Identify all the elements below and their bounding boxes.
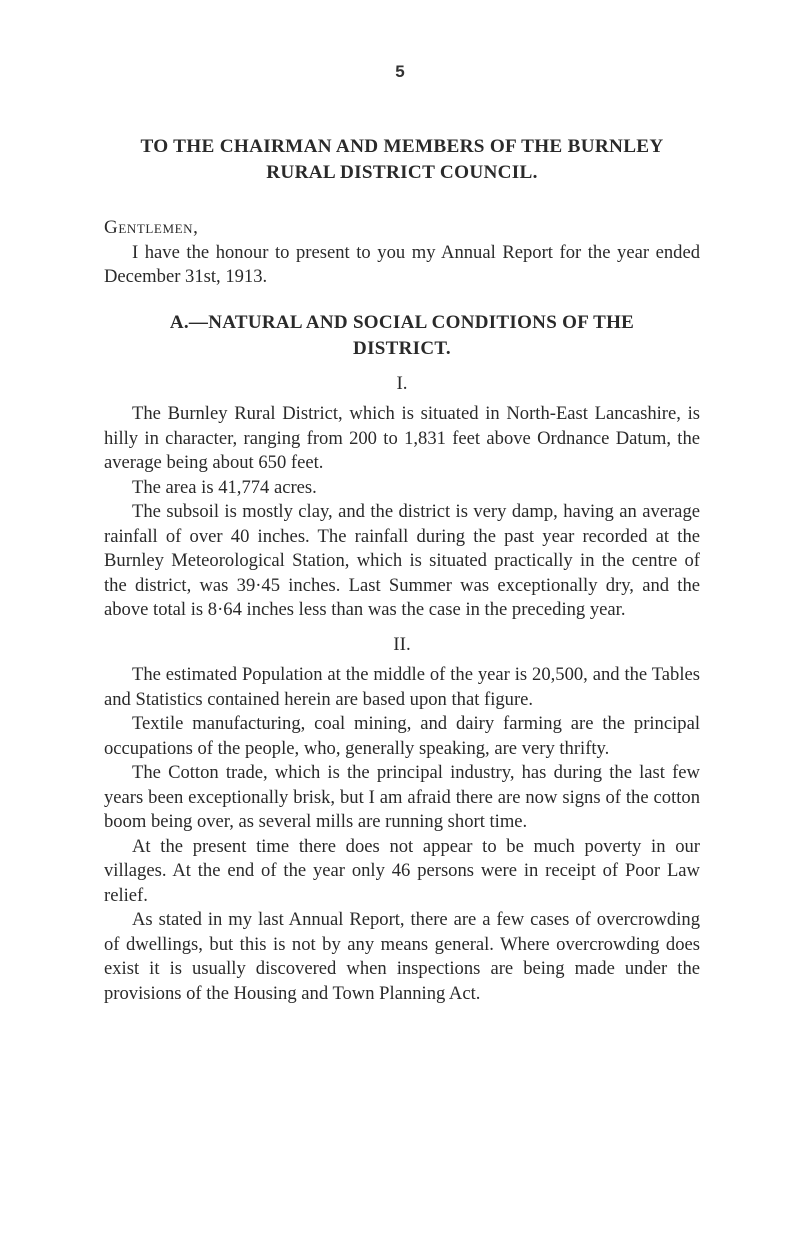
title-line-1: TO THE CHAIRMAN AND MEMBERS OF THE BURNLEY xyxy=(140,136,664,157)
subsection-heading-ii: II. xyxy=(393,633,411,655)
title-line-2: RURAL DISTRICT COUNCIL. xyxy=(266,162,538,183)
subsection-heading-i: I. xyxy=(396,372,408,394)
intro-paragraph: I have the honour to present to you my Annual Report for the year ended December 31st, 1913. xyxy=(104,241,700,287)
paragraph-area: The area is 41,774 acres. xyxy=(132,476,317,498)
paragraph-topography: The Burnley Rural District, which is situated in North-East Lancashire, is hilly in character, ranging from 200 to 1,831 feet above Ordnance Datum, the average being about 650 feet. xyxy=(104,403,700,473)
paragraph-occupations: Textile manufacturing, coal mining, and dairy farming are the principal occupations of the people, who, generally speaking, are very thrifty. xyxy=(104,713,700,759)
section-a-line-1: A.—NATURAL AND SOCIAL CONDITIONS OF THE xyxy=(169,311,635,333)
report-body xyxy=(104,134,700,1006)
paragraph-subsoil-rainfall: The subsoil is mostly clay, and the district is very damp, having an average rainfall of over 40 inches. The rainfall during the past year recorded at the Burnley Meteorological Station, which is situated practically in the centre of the district, was 39·45 inches. Last Summer was exceptionally dry, and the above total is 8·64 inches less than was the case in the preceding year. xyxy=(104,501,700,620)
paragraph-poverty: At the present time there does not appear to be much poverty in our villages. At the end of the year only 46 persons were in receipt of Poor Law relief. xyxy=(104,835,700,906)
paragraph-population: The estimated Population at the middle of the year is 20,500, and the Tables and Statistics contained herein are based upon that figure. xyxy=(104,664,700,710)
section-a-line-2: DISTRICT. xyxy=(353,337,451,359)
paragraph-overcrowding: As stated in my last Annual Report, there are a few cases of overcrowding of dwellings, but this is not by any means general. Where overcrowding does exist it is usually discovered when inspections are being made under the provisions of the Housing and Town Planning Act. xyxy=(104,909,700,1004)
page-number: 5 xyxy=(395,62,405,81)
section-a-heading xyxy=(104,310,700,362)
paragraph-cotton-trade: The Cotton trade, which is the principal industry, has during the last few years been exceptionally brisk, but I am afraid there are now signs of the cotton boom being over, as several mills are running short time. xyxy=(104,762,700,832)
report-title xyxy=(104,134,700,186)
salutation: Gentlemen, xyxy=(104,217,199,238)
